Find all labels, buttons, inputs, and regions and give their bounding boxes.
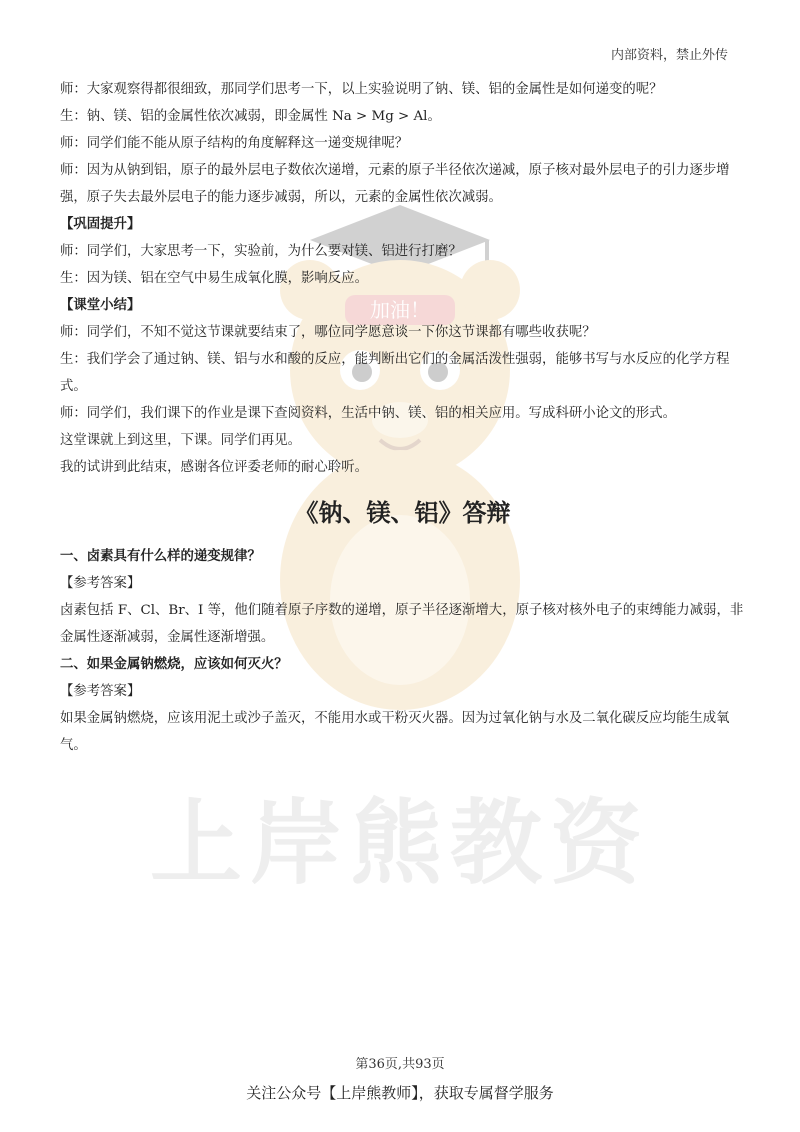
answer-label: 【参考答案】 [60, 576, 141, 591]
answer-label: 【参考答案】 [60, 684, 141, 699]
document-body [60, 76, 745, 759]
dialogue-line: 师：同学们能不能从原子结构的角度解释这一递变规律呢？ [60, 136, 409, 151]
watermark-text: 上岸熊教资 [150, 790, 651, 897]
answer-text: 卤素包括 F、Cl、Br、I 等，他们随着原子序数的递增，原子半径逐渐增大，原子核对核外电子的束缚能力减弱，非金属性逐渐减弱，金属性逐渐增强。 [60, 603, 744, 645]
dialogue-line: 生：钠、镁、铝的金属性依次减弱，即金属性 Na > Mg > Al。 [60, 109, 441, 124]
mascot-badge-text: 加油！ [370, 298, 430, 322]
dialogue-line: 生：因为镁、铝在空气中易生成氧化膜，影响反应。 [60, 271, 368, 286]
dialogue-line: 师：同学们，不知不觉这节课就要结束了，哪位同学愿意谈一下你这节课都有哪些收获呢？ [60, 325, 596, 340]
question-heading: 二、如果金属钠燃烧，应该如何灭火？ [60, 657, 288, 672]
dialogue-line: 这堂课就上到这里，下课。同学们再见。 [60, 433, 302, 448]
defense-title: 《钠、镁、铝》答辩 [294, 498, 511, 527]
dialogue-line: 师：同学们，我们课下的作业是课下查阅资料，生活中钠、镁、铝的相关应用。写成科研小论文的形式。 [60, 406, 676, 421]
footer-promo: 关注公众号【上岸熊教师】，获取专属督学服务 [246, 1084, 554, 1102]
question-heading: 一、卤素具有什么样的递变规律？ [60, 549, 261, 564]
answer-text: 如果金属钠燃烧，应该用泥土或沙子盖灭，不能用水或干粉灭火器。因为过氧化钠与水及二氧化碳反应均能生成氧气。 [60, 711, 730, 753]
confidential-note: 内部资料，禁止外传 [610, 48, 728, 63]
dialogue-line: 师：大家观察得都很细致，那同学们思考一下，以上实验说明了钠、镁、铝的金属性是如何递变的呢？ [60, 82, 663, 97]
dialogue-line: 生：我们学会了通过钠、镁、铝与水和酸的反应，能判断出它们的金属活泼性强弱，能够书写与水反应的化学方程式。 [60, 352, 730, 394]
section-heading-summary: 【课堂小结】 [60, 297, 141, 313]
section-heading-consolidate: 【巩固提升】 [60, 216, 141, 232]
dialogue-line: 我的试讲到此结束，感谢各位评委老师的耐心聆听。 [60, 460, 368, 475]
dialogue-line: 师：因为从钠到铝，原子的最外层电子数依次递增，元素的原子半径依次递减，原子核对最外层电子的引力逐步增强，原子失去最外层电子的能力逐步减弱，所以，元素的金属性依次减弱。 [60, 163, 730, 205]
page-number: 第36页,共93页 [355, 1057, 445, 1072]
dialogue-line: 师：同学们，大家思考一下，实验前，为什么要对镁、铝进行打磨？ [60, 244, 462, 259]
